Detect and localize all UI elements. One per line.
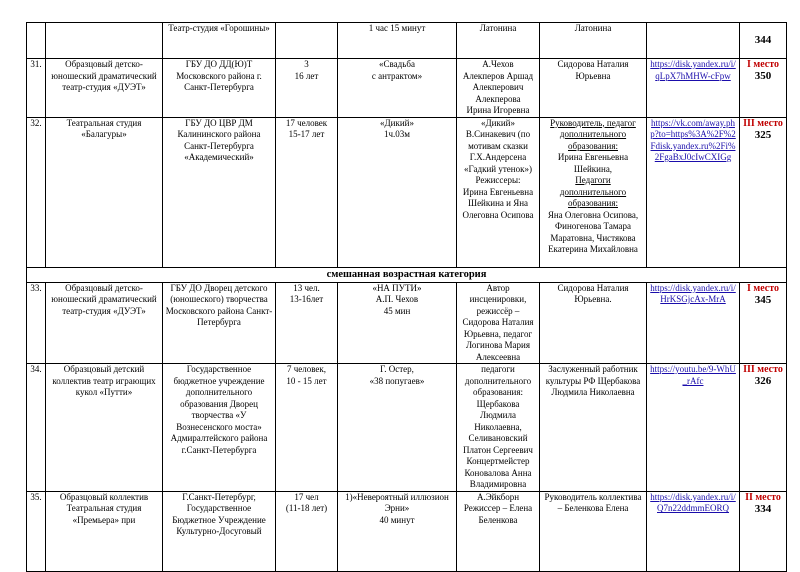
video-link[interactable]: https://disk.yandex.ru/i/HrKSGjcAx-MrA: [650, 282, 736, 304]
teachers-heading: Педагоги дополнительного образования:: [559, 175, 627, 208]
director-cell: Заслуженный работник культуры РФ Щербакова Людмила Николаевна: [540, 364, 647, 492]
row-number: 31.: [27, 59, 46, 118]
row-number: 34.: [27, 364, 46, 492]
institution-cell: Г.Санкт-Петербург, Государственное Бюджетное Учреждение Культурно-Досуговый: [163, 491, 276, 571]
collective-cell: Образцовый коллектив Театральная студия «Премьера» при: [46, 491, 163, 571]
collective-cell: Образцовый детско-юношеский драматический театр-студия «ДУЭТ»: [46, 282, 163, 364]
play-cell: Г. Остер, «38 попугаев»: [338, 364, 457, 492]
video-link[interactable]: https://youtu.be/9-WhU_rAfc: [650, 364, 736, 386]
institution-cell: ГБУ ДО ЦВР ДМ Калининского района Санкт-Петербурга «Академический»: [163, 117, 276, 267]
people-cell: 7 человек, 10 - 15 лет: [276, 364, 338, 492]
director-cell: Сидорова Наталия Юрьевна.: [540, 282, 647, 364]
row-number: 32.: [27, 117, 46, 267]
place-badge: III место: [743, 364, 783, 375]
people-cell: 13 чел. 13-16лет: [276, 282, 338, 364]
director-heading: Руководитель, педагог дополнительного образования:: [550, 117, 636, 151]
collective-cell: Театр-студия «Горошины»: [163, 23, 276, 59]
play-cell: 1)«Невероятный иллюзион Эрни» 40 минут: [338, 491, 457, 571]
collective-cell: Театральная студия «Балагуры»: [46, 117, 163, 267]
play-cell: «Свадьба с антрактом»: [338, 59, 457, 118]
table-row: [27, 23, 787, 59]
collective-cell: Образцовый детский коллектив театр играющих кукол «Путти»: [46, 364, 163, 492]
people-cell: 17 чел (11-18 лет): [276, 491, 338, 571]
score: 325: [754, 128, 772, 141]
people-cell: 17 человек 15-17 лет: [276, 117, 338, 267]
director-name: Ирина Евгеньевна Шейкина,: [557, 152, 629, 174]
video-link[interactable]: https://disk.yandex.ru/i/Q7n22ddmmEORQ: [650, 491, 736, 513]
row-number: 33.: [27, 282, 46, 364]
score: 326: [754, 375, 772, 387]
place-badge: I место: [747, 59, 779, 70]
table-row: [27, 59, 787, 118]
place-badge: III место: [743, 117, 783, 129]
video-link[interactable]: https://disk.yandex.ru/i/qLpX7hMHW-cFpw: [650, 59, 736, 81]
director-cell: Латонина: [540, 23, 647, 59]
author-cell: педагоги дополнительного образования: Щербакова Людмила Николаевна, Селивановский Платон Сергеевич Концертмейстер Коновалова Анна Владимировна: [457, 364, 540, 492]
director-cell: Сидорова Наталия Юрьевна: [540, 59, 647, 118]
score: 334: [754, 502, 772, 515]
duration-cell: 1 час 15 минут: [338, 23, 457, 59]
author-cell: «Дикий» В.Синакевич (по мотивам сказки Г.Х.Андерсена «Гадкий утенок») Режиссеры: Ирина Евгеньевна Шейкина и Яна Олеговна Осипова: [457, 117, 540, 267]
author-cell: Латонина: [457, 23, 540, 59]
table-row: [27, 117, 787, 267]
score: 350: [754, 70, 772, 82]
people-cell: 3 16 лет: [276, 59, 338, 118]
institution-cell: ГБУ ДО ДД(Ю)Т Московского района г. Санкт-Петербурга: [163, 59, 276, 118]
place-badge: II место: [745, 491, 781, 503]
row-number: 35.: [27, 491, 46, 571]
author-cell: А.Чехов Алекперов Аршад Алекперович Алекперова Ирина Игоревна: [457, 59, 540, 118]
section-header-row: [27, 267, 787, 282]
collective-cell: Образцовый детско-юношеский драматический театр-студия «ДУЭТ»: [46, 59, 163, 118]
section-title: смешанная возрастная категория: [27, 267, 787, 282]
table-row: [27, 491, 787, 571]
table-row: [27, 364, 787, 492]
author-cell: А.Эйкборн Режиссер – Елена Беленкова: [457, 491, 540, 571]
institution-cell: Государственное бюджетное учреждение дополнительного образования Дворец творчества «У Вознесенского моста» Адмиралтейского района г.Санкт-Петербурга: [163, 364, 276, 492]
teachers-names: Яна Олеговна Осипова, Финогенова Тамара Маратовна, Чистякова Екатерина Михайловна: [547, 209, 639, 254]
author-cell: Автор инсценировки, режиссёр – Сидорова Наталия Юрьевна, педагог Логинова Мария Алексеевна: [457, 282, 540, 364]
play-cell: «НА ПУТИ» А.П. Чехов 45 мин: [338, 282, 457, 364]
place-badge: I место: [747, 282, 779, 294]
director-cell: Руководитель коллектива – Беленкова Елена: [540, 491, 647, 571]
video-link[interactable]: https://vk.com/away.php?to=https%3A%2F%2Fdisk.yandex.ru%2Fi%2FgaBxJ0cIwCXIGg: [650, 117, 736, 162]
play-cell: «Дикий» 1ч.03м: [338, 117, 457, 267]
table-row: [27, 282, 787, 364]
institution-cell: ГБУ ДО Дворец детского (юношеского) творчества Московского района Санкт-Петербурга: [163, 282, 276, 364]
score: 345: [754, 293, 772, 306]
results-table: [26, 22, 787, 572]
score: 344: [754, 33, 772, 46]
director-cell: [540, 117, 647, 267]
